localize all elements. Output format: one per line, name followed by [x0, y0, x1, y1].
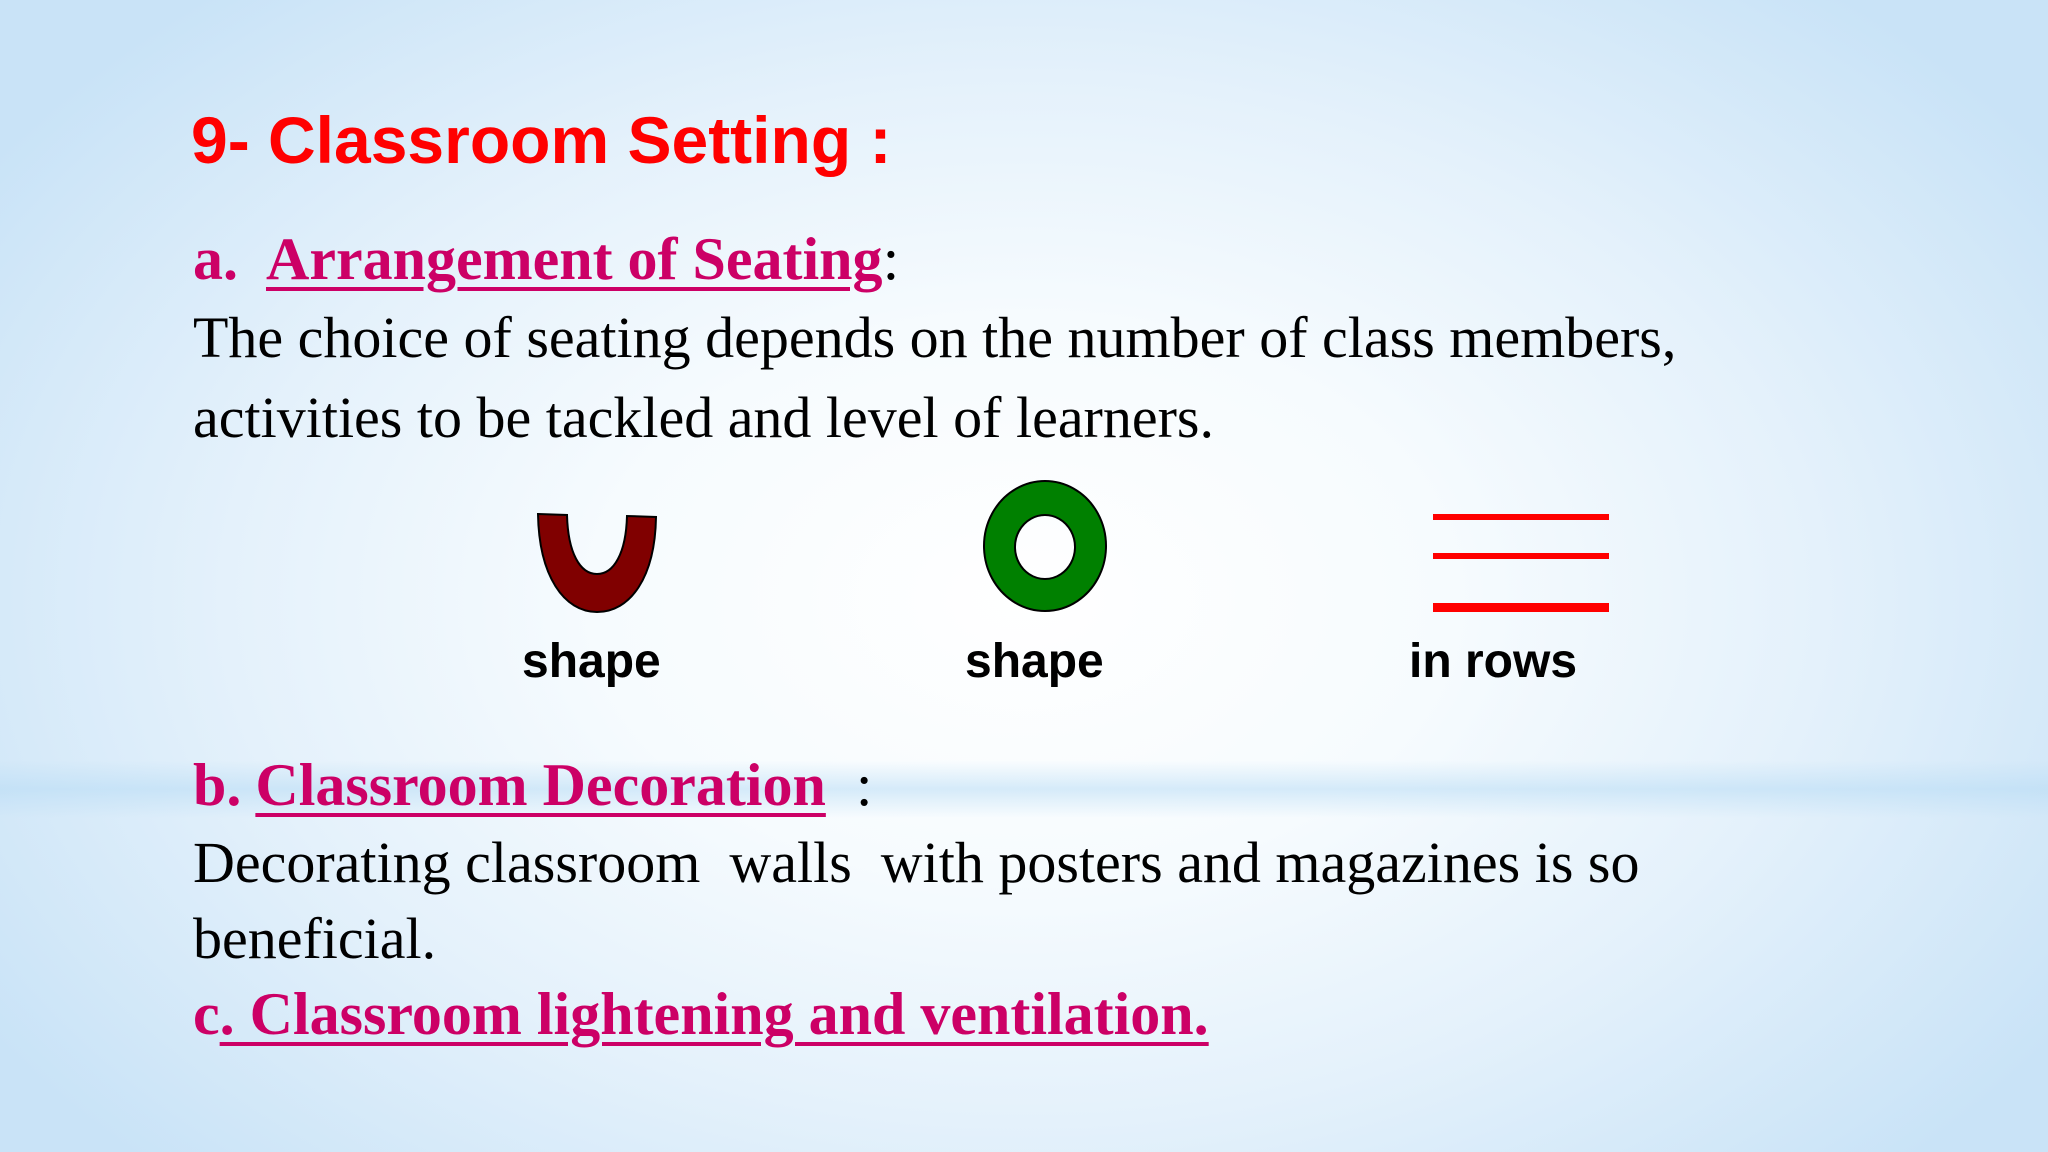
- section-b-body: [193, 825, 1639, 977]
- u-shape-label: shape: [522, 635, 661, 688]
- rows-label: in rows: [1409, 635, 1578, 688]
- section-c-heading: [193, 981, 1209, 1047]
- u-shape-icon: [532, 508, 662, 618]
- section-b-prefix: b.: [193, 752, 242, 818]
- section-b-colon: :: [855, 752, 873, 818]
- section-b-title: Classroom Decoration: [255, 752, 826, 818]
- section-a-title: Arrangement of Seating: [266, 226, 883, 292]
- section-a-colon: :: [882, 226, 900, 292]
- section-a-heading: [193, 226, 899, 292]
- circle-shape-icon: [980, 478, 1110, 614]
- section-b-heading: [193, 752, 873, 818]
- section-a-prefix: a.: [193, 226, 238, 292]
- rows-icon: [1430, 508, 1615, 616]
- section-a-body: [193, 298, 1676, 458]
- section-a-body-line-2: activities to be tackled and level of learners.: [193, 385, 1215, 450]
- section-a-body-line-1: The choice of seating depends on the number of class members,: [193, 305, 1677, 370]
- slide-title: 9- Classroom Setting :: [191, 103, 892, 177]
- section-b-body-line-1: Decorating classroom walls with posters and magazines is so: [193, 830, 1640, 895]
- circle-shape-label: shape: [965, 635, 1104, 688]
- section-c-prefix: c: [193, 981, 220, 1047]
- section-b-body-line-2: beneficial.: [193, 906, 437, 971]
- section-c-title: . Classroom lightening and ventilation.: [219, 981, 1209, 1047]
